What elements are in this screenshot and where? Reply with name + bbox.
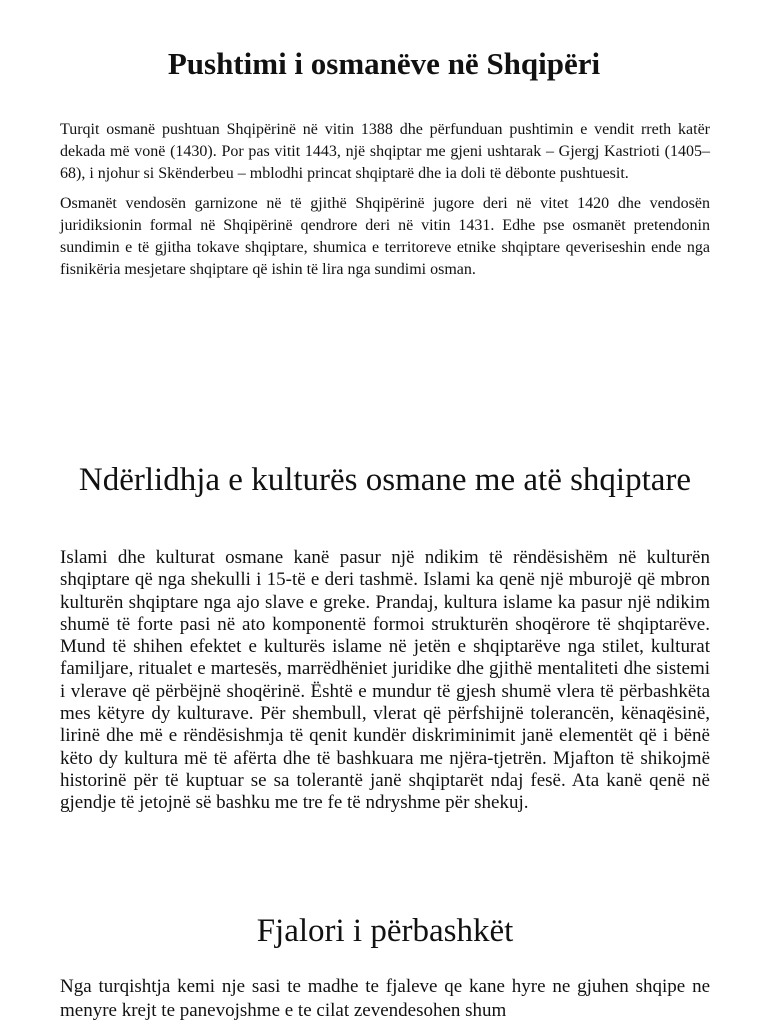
section-body-ottoman-conquest bbox=[60, 119, 710, 289]
paragraph: Osmanët vendosën garnizone në të gjithë Shqipërinë jugore deri në vitet 1420 dhe vendosën juridiksionin formal në Shqipërinë qendrore deri në vitin 1431. Edhe pse osmanët pretendonin sundimin e të gjitha tokave shqiptare, shumica e territoreve etnike shqiptare qeveriseshin ende nga fisnikëria mesjetare shqiptare që ishin të lira nga sundimi osman. bbox=[60, 195, 710, 278]
section-body-common-vocabulary bbox=[60, 975, 710, 1023]
section-heading-ottoman-conquest: Pushtimi i osmanëve në Shqipëri bbox=[167, 46, 601, 81]
section-body-cultural-connection bbox=[60, 547, 710, 815]
section-heading-cultural-connection: Ndërlidhja e kulturës osmane me atë shqiptare bbox=[78, 462, 692, 498]
paragraph: Turqit osmanë pushtuan Shqipërinë në vitin 1388 dhe përfunduan pushtimin e vendit rreth katër dekada më vonë (1430). Por pas vitit 1443, një shqiptar me gjeni ushtarak – Gjergj Kastrioti (1405–68), i njohur si Skënderbeu – mblodhi princat shqiptarë dhe ia doli të dëbonte pushtuesit. bbox=[60, 121, 710, 182]
paragraph: Nga turqishtja kemi nje sasi te madhe te fjaleve qe kane hyre ne gjuhen shqipe ne menyre krejt te panevojshme e te cilat zevendesohen shum bbox=[60, 976, 710, 1021]
section-heading-common-vocabulary: Fjalori i përbashkët bbox=[256, 913, 514, 949]
paragraph: Islami dhe kulturat osmane kanë pasur një ndikim të rëndësishëm në kulturën shqiptare që nga shekulli i 15-të e deri tashmë. Islami ka qenë një mburojë që mbron kulturën shqiptare nga ajo slave e greke. Prandaj, kultura islame ka pasur një ndikim shumë të forte pasi në ato komponentë formoi strukturën shoqërore të shqiptarëve. Mund të shihen efektet e kulturës islame në jetën e shqiptarëve nga stilet, kulturat familjare, ritualet e martesës, marrëdhëniet juridike dhe gjithë mentaliteti dhe sistemi i vlerave që përbëjnë shoqërinë. Është e mundur të gjesh shumë vlera të përbashkëta mes këtyre dy kulturave. Për shembull, vlerat që përfshijnë tolerancën, kënaqësinë, lirinë dhe më e rëndësishmja të qenit kundër diskriminimit janë elementët që i bënë këto dy kultura më të afërta dhe të bashkuara me njëra-tjetrën. Mjafton të shikojmë historinë për të kuptuar se sa tolerantë janë shqiptarët ndaj fesë. Ata kanë qenë në gjendje të jetojnë së bashku me tre fe të ndryshme për shekuj. bbox=[60, 547, 710, 814]
